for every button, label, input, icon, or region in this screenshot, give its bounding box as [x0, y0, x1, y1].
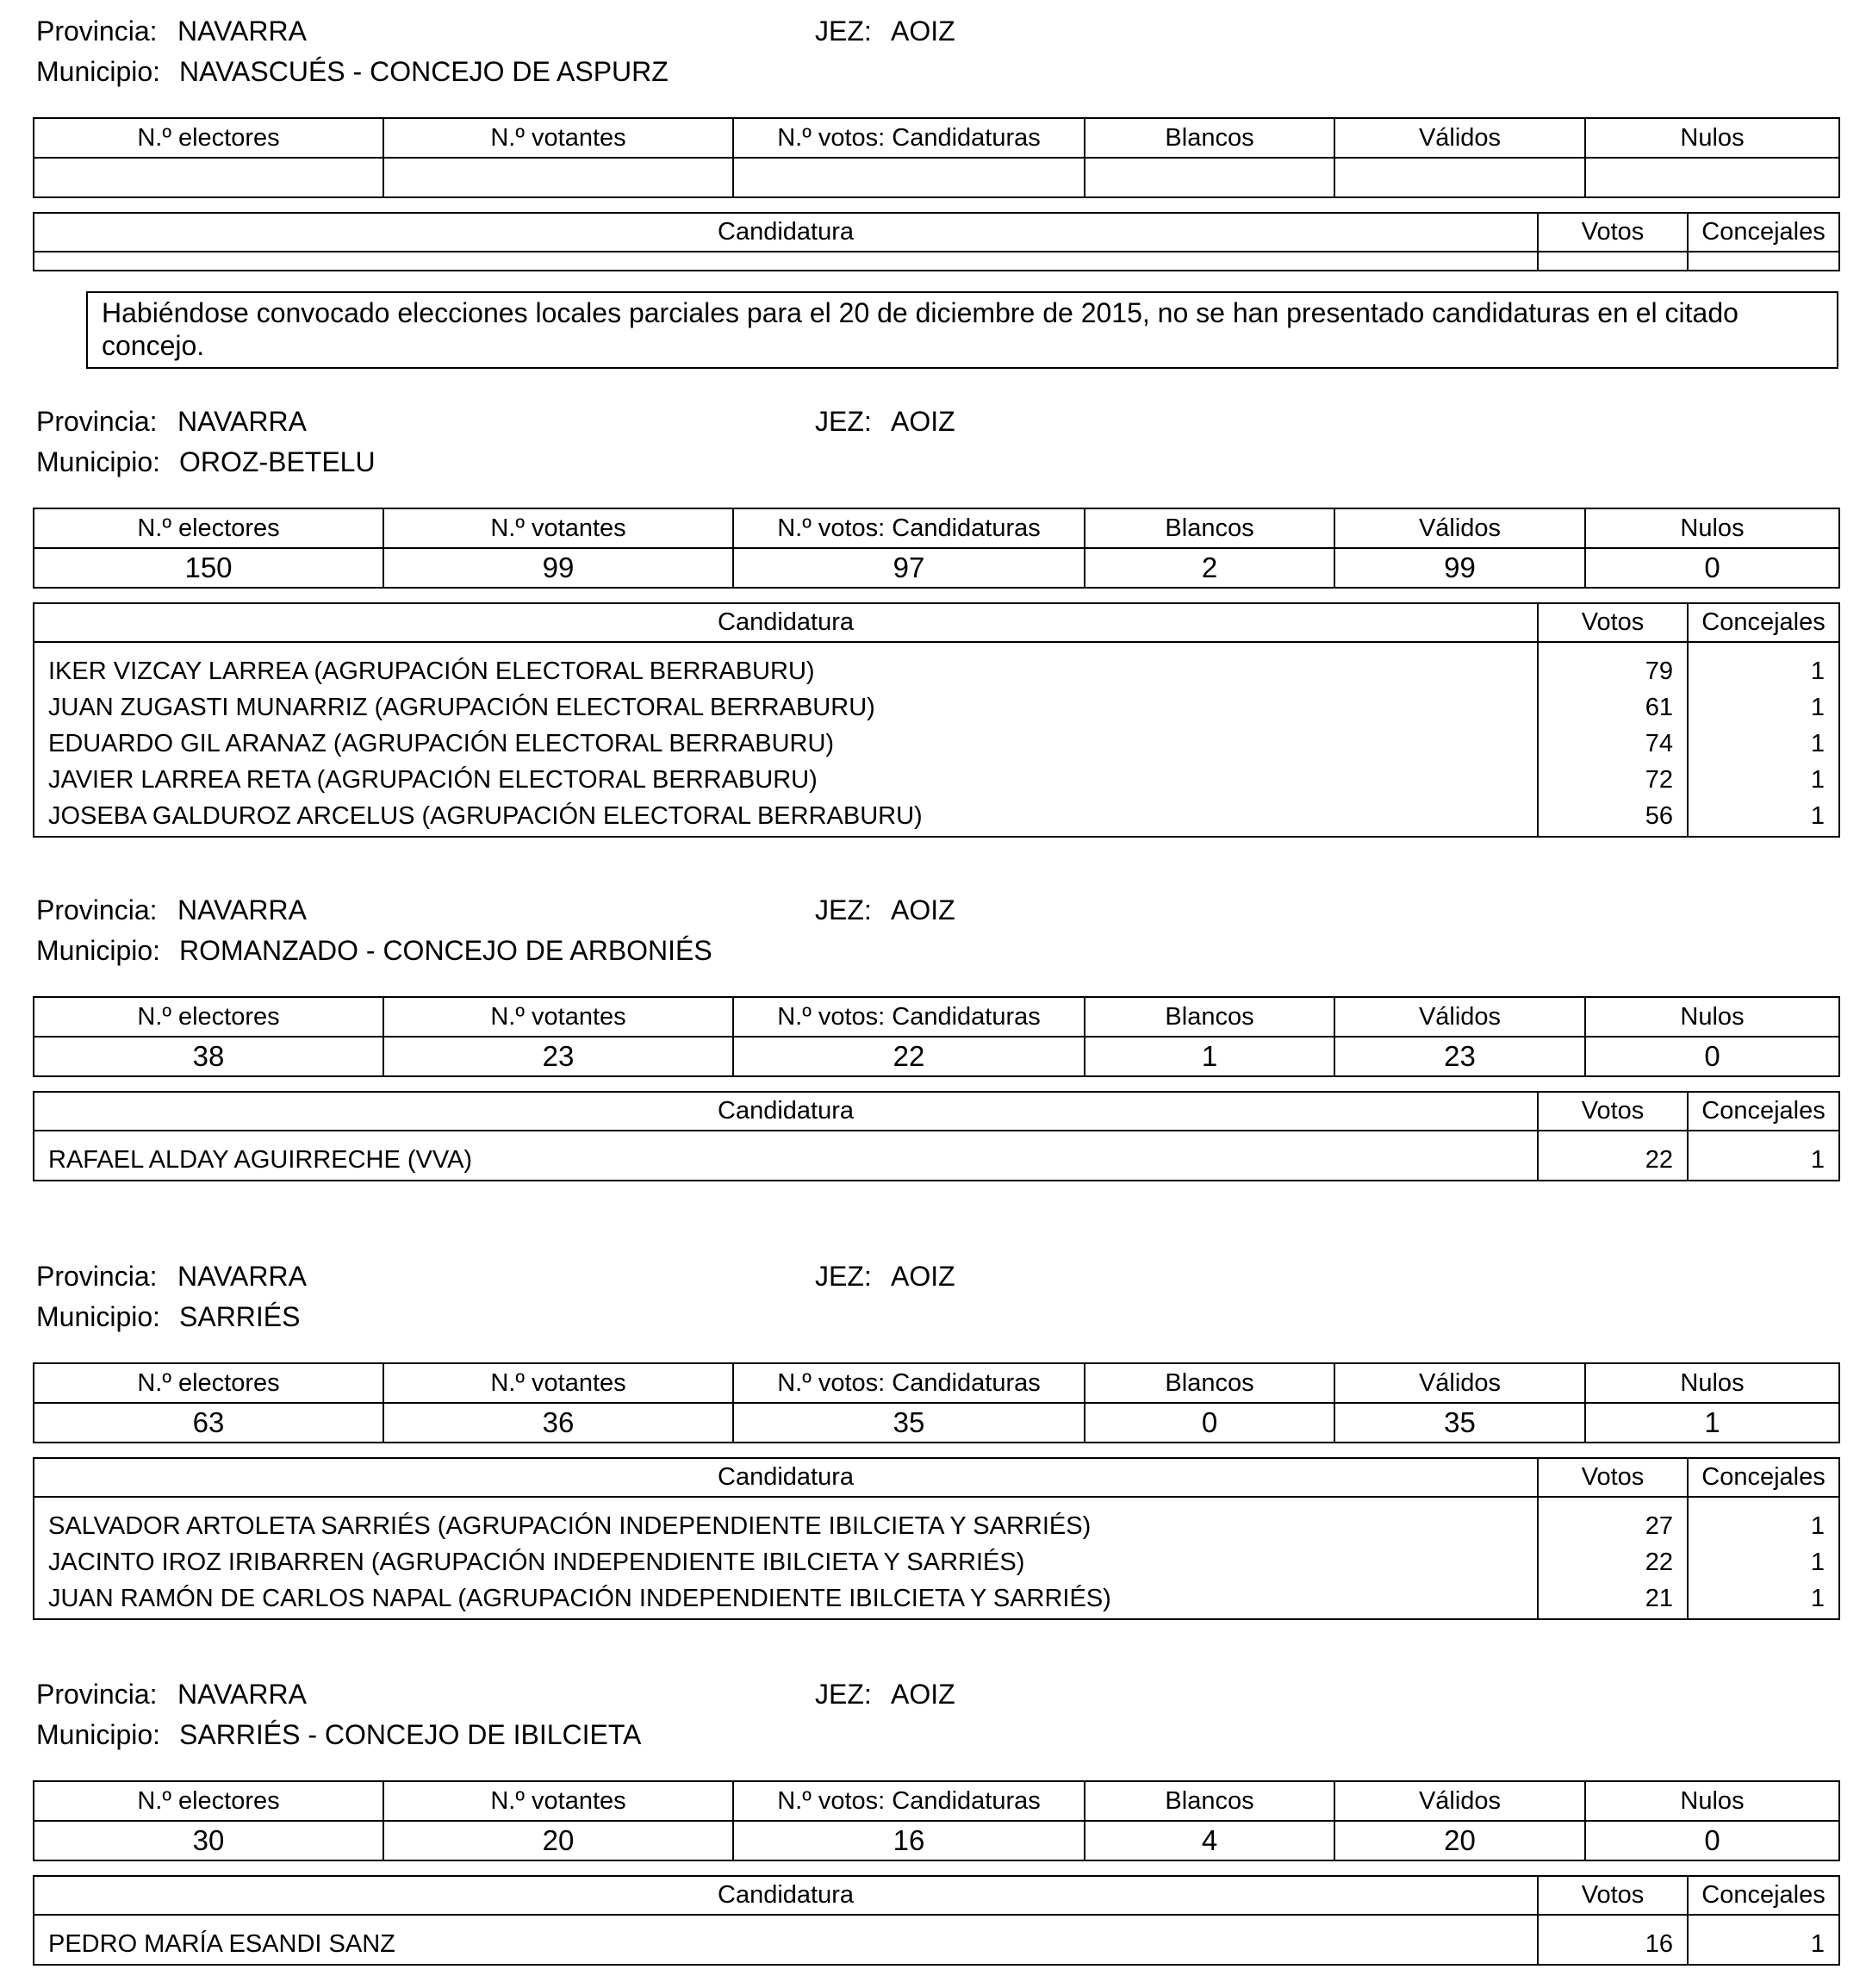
votos-cell — [1538, 252, 1688, 271]
candidato-votos: 56 — [1645, 802, 1673, 830]
candidato-votos: 21 — [1645, 1585, 1673, 1612]
votos-candidaturas-value: 22 — [733, 1037, 1085, 1076]
stats-table — [33, 1780, 1840, 1861]
jez-value: AOIZ — [891, 16, 955, 47]
municipio-value: SARRIÉS — [179, 1301, 301, 1332]
provincia-label: Provincia: — [36, 1261, 158, 1292]
nulos-value: 0 — [1585, 1821, 1839, 1860]
stats-table — [33, 117, 1840, 198]
blancos-header: Blancos — [1085, 997, 1334, 1037]
electores-value: 30 — [34, 1821, 383, 1860]
candidaturas-table — [33, 212, 1840, 271]
candidato-concejales: 1 — [1810, 1146, 1825, 1174]
votos-cell — [1538, 1497, 1688, 1619]
nota: Habiéndose convocado elecciones locales parciales para el 20 de diciembre de 2015, no se han presentado candidaturas en el citado concejo. — [86, 291, 1838, 369]
electores-value — [34, 158, 383, 197]
municipio-label: Municipio: — [36, 935, 161, 966]
candidatura-cell — [34, 642, 1538, 837]
candidato-nombre: RAFAEL ALDAY AGUIRRECHE (VVA) — [48, 1146, 473, 1174]
votantes-value: 36 — [383, 1403, 733, 1443]
jez-label: JEZ: — [815, 894, 872, 925]
candidatura-cell — [34, 1131, 1538, 1181]
blancos-value: 1 — [1085, 1037, 1334, 1076]
candidato-nombre: PEDRO MARÍA ESANDI SANZ — [48, 1930, 395, 1958]
jez-label: JEZ: — [815, 16, 872, 47]
votantes-value: 23 — [383, 1037, 733, 1076]
provincia-label: Provincia: — [36, 894, 158, 925]
jez-label: JEZ: — [815, 1261, 872, 1292]
nulos-header: Nulos — [1585, 508, 1839, 548]
concejales-cell — [1688, 642, 1839, 837]
electores-value: 63 — [34, 1403, 383, 1443]
blancos-header: Blancos — [1085, 1781, 1334, 1821]
concejales-cell — [1688, 1131, 1839, 1181]
electores-header: N.º electores — [34, 118, 383, 158]
candidatura-cell — [34, 1497, 1538, 1619]
municipio-label: Municipio: — [36, 446, 161, 477]
electores-header: N.º electores — [34, 997, 383, 1037]
candidato-concejales: 1 — [1810, 1512, 1825, 1540]
candidatura-header: Candidatura — [34, 1458, 1538, 1497]
votos-candidaturas-value: 97 — [733, 548, 1085, 588]
candidato-votos: 22 — [1645, 1146, 1673, 1174]
candidato-votos: 61 — [1645, 694, 1673, 721]
validos-value: 35 — [1334, 1403, 1585, 1443]
blancos-header: Blancos — [1085, 118, 1334, 158]
stats-table — [33, 508, 1840, 589]
provincia-value: NAVARRA — [177, 894, 307, 925]
municipio-value: OROZ-BETELU — [179, 446, 376, 477]
candidaturas-table — [33, 1457, 1840, 1620]
validos-header: Válidos — [1334, 508, 1585, 548]
blancos-value: 0 — [1085, 1403, 1334, 1443]
votos-cell — [1538, 642, 1688, 837]
candidaturas-table — [33, 602, 1840, 838]
jez-value: AOIZ — [891, 406, 955, 437]
votos-candidaturas-header: N.º votos: Candidaturas — [733, 1781, 1085, 1821]
candidato-concejales: 1 — [1810, 1930, 1825, 1958]
validos-value — [1334, 158, 1585, 197]
municipio-value: NAVASCUÉS - CONCEJO DE ASPURZ — [179, 56, 669, 87]
blancos-value: 2 — [1085, 548, 1334, 588]
validos-value: 99 — [1334, 548, 1585, 588]
concejales-cell — [1688, 1497, 1839, 1619]
votantes-header: N.º votantes — [383, 1781, 733, 1821]
votos-cell — [1538, 1131, 1688, 1181]
municipio-label: Municipio: — [36, 56, 161, 87]
candidato-votos: 79 — [1645, 657, 1673, 685]
concejales-header: Concejales — [1688, 213, 1839, 252]
candidatura-cell — [34, 1915, 1538, 1965]
electores-header: N.º electores — [34, 1363, 383, 1403]
candidatura-header: Candidatura — [34, 1092, 1538, 1131]
validos-header: Válidos — [1334, 1781, 1585, 1821]
candidato-nombre: IKER VIZCAY LARREA (AGRUPACIÓN ELECTORAL BERRABURU) — [48, 657, 815, 685]
votantes-header: N.º votantes — [383, 997, 733, 1037]
votos-candidaturas-header: N.º votos: Candidaturas — [733, 997, 1085, 1037]
blancos-header: Blancos — [1085, 508, 1334, 548]
votos-candidaturas-header: N.º votos: Candidaturas — [733, 1363, 1085, 1403]
votantes-header: N.º votantes — [383, 118, 733, 158]
candidato-nombre: JOSEBA GALDUROZ ARCELUS (AGRUPACIÓN ELECTORAL BERRABURU) — [48, 802, 923, 830]
candidato-concejales: 1 — [1810, 1585, 1825, 1612]
electores-value: 150 — [34, 548, 383, 588]
jez-value: AOIZ — [891, 894, 955, 925]
provincia-label: Provincia: — [36, 1679, 158, 1710]
blancos-value: 4 — [1085, 1821, 1334, 1860]
votos-candidaturas-value: 16 — [733, 1821, 1085, 1860]
provincia-value: NAVARRA — [177, 1679, 307, 1710]
nulos-value: 1 — [1585, 1403, 1839, 1443]
candidaturas-table — [33, 1875, 1840, 1966]
votantes-header: N.º votantes — [383, 508, 733, 548]
validos-value: 23 — [1334, 1037, 1585, 1076]
votantes-value — [383, 158, 733, 197]
votos-header: Votos — [1538, 603, 1688, 642]
candidato-votos: 74 — [1645, 730, 1673, 757]
votos-candidaturas-header: N.º votos: Candidaturas — [733, 118, 1085, 158]
candidato-nombre: JACINTO IROZ IRIBARREN (AGRUPACIÓN INDEPENDIENTE IBILCIETA Y SARRIÉS) — [48, 1549, 1025, 1576]
candidatura-header: Candidatura — [34, 1876, 1538, 1915]
candidato-nombre: JUAN RAMÓN DE CARLOS NAPAL (AGRUPACIÓN INDEPENDIENTE IBILCIETA Y SARRIÉS) — [48, 1585, 1111, 1612]
electores-value: 38 — [34, 1037, 383, 1076]
votantes-header: N.º votantes — [383, 1363, 733, 1403]
jez-label: JEZ: — [815, 406, 872, 437]
municipio-value: SARRIÉS - CONCEJO DE IBILCIETA — [179, 1719, 642, 1750]
municipio-value: ROMANZADO - CONCEJO DE ARBONIÉS — [179, 935, 712, 966]
provincia-value: NAVARRA — [177, 16, 307, 47]
municipio-label: Municipio: — [36, 1719, 161, 1750]
candidato-nombre: JAVIER LARREA RETA (AGRUPACIÓN ELECTORAL BERRABURU) — [48, 766, 818, 794]
provincia-value: NAVARRA — [177, 1261, 307, 1292]
provincia-label: Provincia: — [36, 16, 158, 47]
votantes-value: 20 — [383, 1821, 733, 1860]
candidato-votos: 16 — [1645, 1930, 1673, 1958]
votos-candidaturas-value: 35 — [733, 1403, 1085, 1443]
concejales-cell — [1688, 252, 1839, 271]
concejales-cell — [1688, 1915, 1839, 1965]
candidatura-header: Candidatura — [34, 603, 1538, 642]
votantes-value: 99 — [383, 548, 733, 588]
validos-value: 20 — [1334, 1821, 1585, 1860]
municipio-label: Municipio: — [36, 1301, 161, 1332]
candidato-concejales: 1 — [1810, 1549, 1825, 1576]
electores-header: N.º electores — [34, 1781, 383, 1821]
stats-table — [33, 1362, 1840, 1443]
concejales-header: Concejales — [1688, 1876, 1839, 1915]
votos-header: Votos — [1538, 1876, 1688, 1915]
provincia-label: Provincia: — [36, 406, 158, 437]
nulos-header: Nulos — [1585, 997, 1839, 1037]
blancos-value — [1085, 158, 1334, 197]
candidatura-header: Candidatura — [34, 213, 1538, 252]
concejales-header: Concejales — [1688, 1458, 1839, 1497]
candidato-concejales: 1 — [1810, 694, 1825, 721]
jez-value: AOIZ — [891, 1679, 955, 1710]
candidaturas-table — [33, 1091, 1840, 1181]
stats-table — [33, 996, 1840, 1077]
concejales-header: Concejales — [1688, 603, 1839, 642]
candidato-nombre: JUAN ZUGASTI MUNARRIZ (AGRUPACIÓN ELECTORAL BERRABURU) — [48, 694, 875, 721]
votos-header: Votos — [1538, 213, 1688, 252]
concejales-header: Concejales — [1688, 1092, 1839, 1131]
candidato-concejales: 1 — [1810, 766, 1825, 794]
nulos-value — [1585, 158, 1839, 197]
votos-header: Votos — [1538, 1458, 1688, 1497]
validos-header: Válidos — [1334, 118, 1585, 158]
electores-header: N.º electores — [34, 508, 383, 548]
candidatura-cell — [34, 252, 1538, 271]
candidato-concejales: 1 — [1810, 730, 1825, 757]
votos-cell — [1538, 1915, 1688, 1965]
blancos-header: Blancos — [1085, 1363, 1334, 1403]
jez-value: AOIZ — [891, 1261, 955, 1292]
nulos-value: 0 — [1585, 1037, 1839, 1076]
nulos-value: 0 — [1585, 548, 1839, 588]
votos-candidaturas-header: N.º votos: Candidaturas — [733, 508, 1085, 548]
candidato-concejales: 1 — [1810, 802, 1825, 830]
jez-label: JEZ: — [815, 1679, 872, 1710]
candidato-concejales: 1 — [1810, 657, 1825, 685]
validos-header: Válidos — [1334, 1363, 1585, 1403]
candidato-nombre: SALVADOR ARTOLETA SARRIÉS (AGRUPACIÓN INDEPENDIENTE IBILCIETA Y SARRIÉS) — [48, 1512, 1092, 1540]
validos-header: Válidos — [1334, 997, 1585, 1037]
candidato-nombre: EDUARDO GIL ARANAZ (AGRUPACIÓN ELECTORAL BERRABURU) — [48, 730, 835, 757]
candidato-votos: 22 — [1645, 1549, 1673, 1576]
candidato-votos: 27 — [1645, 1512, 1673, 1540]
nulos-header: Nulos — [1585, 1781, 1839, 1821]
provincia-value: NAVARRA — [177, 406, 307, 437]
nulos-header: Nulos — [1585, 1363, 1839, 1403]
nulos-header: Nulos — [1585, 118, 1839, 158]
votos-header: Votos — [1538, 1092, 1688, 1131]
candidato-votos: 72 — [1645, 766, 1673, 794]
votos-candidaturas-value — [733, 158, 1085, 197]
